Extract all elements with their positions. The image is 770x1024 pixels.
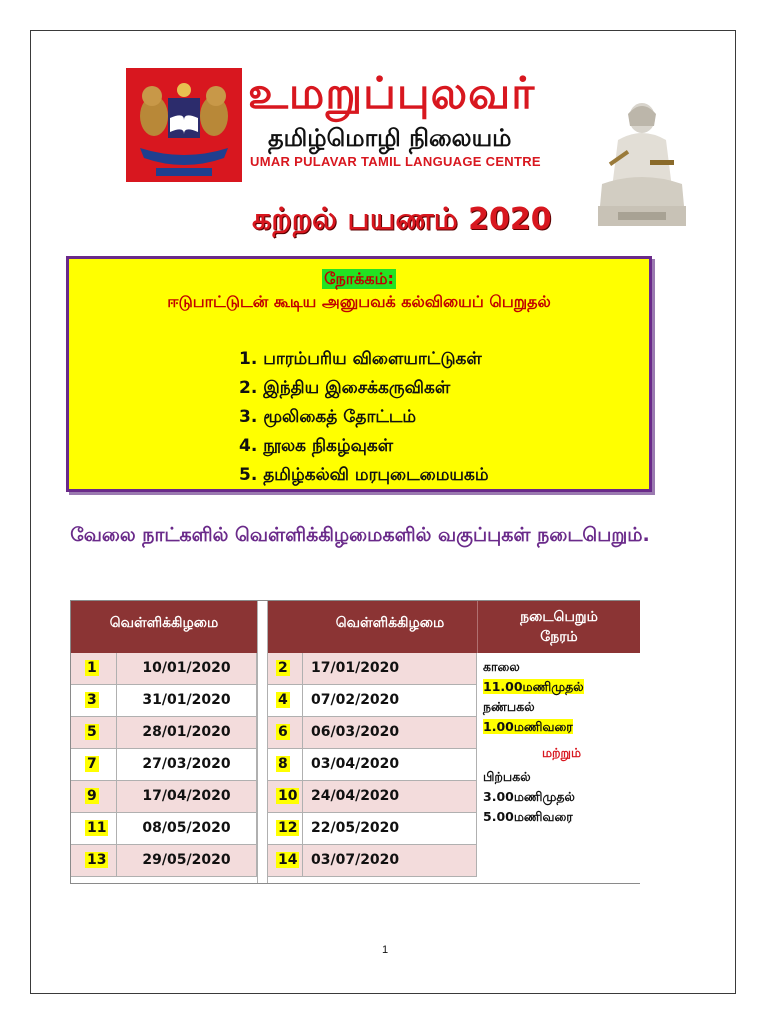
session-number: 1 bbox=[87, 660, 97, 676]
time-line: 5.00மணிவரை bbox=[483, 809, 573, 824]
table-header-friday-left: வெள்ளிக்கிழமை bbox=[71, 601, 257, 653]
learning-journey-title: கற்றல் பயணம் 2020 bbox=[252, 202, 552, 237]
table-column-gap bbox=[257, 601, 268, 883]
session-date: 17/04/2020 bbox=[142, 788, 231, 804]
aim-list-item: 4. நூலக நிகழ்வுகள் bbox=[239, 436, 394, 456]
session-number: 2 bbox=[278, 660, 288, 676]
session-date: 27/03/2020 bbox=[142, 756, 231, 772]
session-date-cell bbox=[303, 653, 477, 685]
session-date-cell bbox=[303, 717, 477, 749]
session-number-cell bbox=[71, 813, 117, 845]
session-number: 8 bbox=[278, 756, 288, 772]
session-date-cell bbox=[117, 813, 257, 845]
session-number: 4 bbox=[278, 692, 288, 708]
aim-list-item: 1. பாரம்பரிய விளையாட்டுகள் bbox=[239, 349, 482, 369]
session-date-cell bbox=[303, 749, 477, 781]
session-date: 28/01/2020 bbox=[142, 724, 231, 740]
session-date-cell bbox=[303, 685, 477, 717]
page-number: 1 bbox=[381, 944, 389, 956]
session-date-cell bbox=[303, 813, 477, 845]
centre-name-english: UMAR PULAVAR TAMIL LANGUAGE CENTRE bbox=[250, 154, 541, 169]
session-number: 6 bbox=[278, 724, 288, 740]
session-number: 11 bbox=[87, 820, 107, 836]
session-time-cell bbox=[477, 653, 640, 883]
session-number-cell bbox=[268, 813, 303, 845]
schedule-table bbox=[70, 600, 640, 884]
session-date-cell bbox=[303, 845, 477, 877]
crest-icon bbox=[126, 68, 242, 182]
session-number-cell bbox=[71, 845, 117, 877]
session-number: 5 bbox=[87, 724, 97, 740]
time-line-highlighted: 11.00மணிமுதல் bbox=[483, 679, 584, 694]
session-date-cell bbox=[117, 653, 257, 685]
session-number: 14 bbox=[278, 852, 298, 868]
aim-list-item: 3. மூலிகைத் தோட்டம் bbox=[239, 407, 417, 427]
schedule-notice: வேலை நாட்களில் வெள்ளிக்கிழமைகளில் வகுப்புகள் நடைபெறும். bbox=[70, 524, 650, 546]
session-date: 24/04/2020 bbox=[311, 788, 400, 804]
session-date: 07/02/2020 bbox=[311, 692, 400, 708]
session-number-cell bbox=[268, 749, 303, 781]
session-date: 10/01/2020 bbox=[142, 660, 231, 676]
session-number: 13 bbox=[87, 852, 107, 868]
aim-list-item: 5. தமிழ்கல்வி மரபுடைமையகம் bbox=[239, 465, 489, 485]
session-date-cell bbox=[303, 781, 477, 813]
session-number-cell bbox=[268, 685, 303, 717]
session-number-cell bbox=[268, 717, 303, 749]
session-number: 12 bbox=[278, 820, 298, 836]
session-date-cell bbox=[117, 781, 257, 813]
session-date-cell bbox=[117, 685, 257, 717]
session-number-cell bbox=[71, 717, 117, 749]
time-line: பிற்பகல் bbox=[483, 769, 531, 784]
session-number-cell bbox=[268, 781, 303, 813]
table-header-time: நடைபெறும் நேரம் bbox=[477, 601, 640, 653]
session-number: 7 bbox=[87, 756, 97, 772]
aim-heading: நோக்கம்: bbox=[324, 269, 394, 288]
session-date-cell bbox=[117, 749, 257, 781]
aim-list bbox=[239, 345, 489, 490]
aim-list-item: 2. இந்திய இசைக்கருவிகள் bbox=[239, 378, 451, 398]
session-date: 03/07/2020 bbox=[311, 852, 400, 868]
aim-subheading: ஈடுபாட்டுடன் கூடிய அனுபவக் கல்வியைப் பெறுதல் bbox=[167, 292, 551, 311]
session-number: 10 bbox=[278, 788, 298, 804]
aim-box bbox=[66, 256, 652, 492]
centre-name-tamil: உமறுப்புலவர் bbox=[248, 68, 536, 119]
session-number-cell bbox=[71, 685, 117, 717]
session-date-cell bbox=[117, 845, 257, 877]
session-date: 03/04/2020 bbox=[311, 756, 400, 772]
session-number-cell bbox=[71, 653, 117, 685]
time-line-highlighted: 1.00மணிவரை bbox=[483, 719, 573, 734]
time-line: காலை bbox=[483, 659, 520, 674]
time-and-separator: மற்றும் bbox=[541, 745, 582, 760]
session-number-cell bbox=[71, 781, 117, 813]
session-date-cell bbox=[117, 717, 257, 749]
session-date: 06/03/2020 bbox=[311, 724, 400, 740]
session-number: 3 bbox=[87, 692, 97, 708]
session-date: 29/05/2020 bbox=[142, 852, 231, 868]
time-line: 3.00மணிமுதல் bbox=[483, 789, 575, 804]
session-date: 22/05/2020 bbox=[311, 820, 400, 836]
school-crest-logo bbox=[126, 68, 242, 182]
time-line: நண்பகல் bbox=[483, 699, 535, 714]
session-date: 31/01/2020 bbox=[142, 692, 231, 708]
session-date: 17/01/2020 bbox=[311, 660, 400, 676]
session-number-cell bbox=[268, 845, 303, 877]
session-number: 9 bbox=[87, 788, 97, 804]
session-number-cell bbox=[268, 653, 303, 685]
centre-subtitle-tamil: தமிழ்மொழி நிலையம் bbox=[268, 124, 512, 152]
session-number-cell bbox=[71, 749, 117, 781]
session-date: 08/05/2020 bbox=[142, 820, 231, 836]
table-header-friday-right: வெள்ளிக்கிழமை bbox=[303, 601, 477, 653]
table-header-number bbox=[268, 601, 303, 653]
